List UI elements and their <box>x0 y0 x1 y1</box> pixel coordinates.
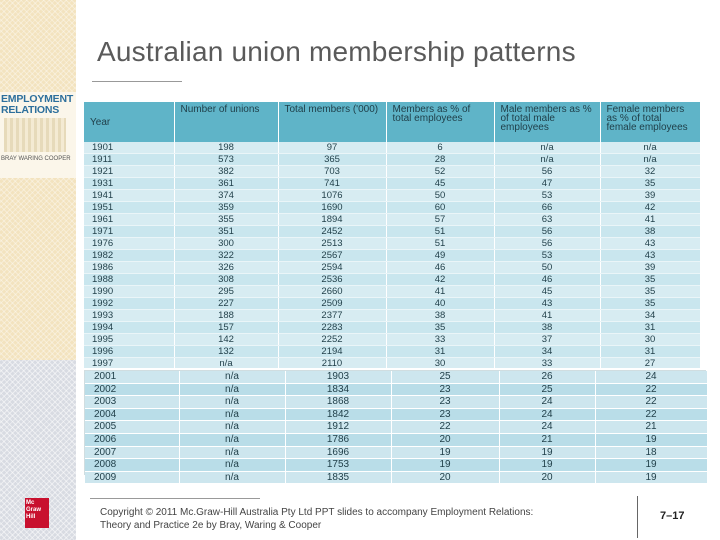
table-cell: 1990 <box>84 286 174 298</box>
table-row <box>85 421 707 434</box>
table-cell: 6 <box>386 142 494 154</box>
table-cell: 2110 <box>278 358 386 369</box>
table-cell: 2594 <box>278 262 386 274</box>
table-cell: 2001 <box>85 371 179 383</box>
table-cell: 42 <box>600 202 700 214</box>
table-cell: 2005 <box>85 421 179 434</box>
table-cell: 1868 <box>285 396 391 409</box>
table-cell: n/a <box>179 446 285 459</box>
table-row <box>84 166 700 178</box>
table-cell: n/a <box>179 433 285 446</box>
membership-table-continued <box>84 370 706 483</box>
table-cell: 38 <box>600 226 700 238</box>
table-cell: 703 <box>278 166 386 178</box>
table-cell: n/a <box>600 142 700 154</box>
header-male-members-percent: Male members as % of total male employees <box>494 102 600 142</box>
table-cell: 19 <box>391 446 499 459</box>
table-row <box>84 322 700 334</box>
table-cell: 35 <box>600 178 700 190</box>
table-cell: 1753 <box>285 459 391 472</box>
table-cell: 1988 <box>84 274 174 286</box>
table-row <box>84 298 700 310</box>
table-cell: 326 <box>174 262 278 274</box>
table-row <box>84 334 700 346</box>
table-cell: n/a <box>494 154 600 166</box>
table-row <box>85 459 707 472</box>
table-cell: 1834 <box>285 383 391 396</box>
table-cell: 40 <box>386 298 494 310</box>
table-cell: 66 <box>494 202 600 214</box>
table-row <box>85 408 707 421</box>
table-cell: n/a <box>174 358 278 369</box>
table-cell: 45 <box>386 178 494 190</box>
table-cell: 1992 <box>84 298 174 310</box>
copyright-footer <box>100 506 600 532</box>
table-cell: 19 <box>595 471 707 484</box>
table-cell: 2003 <box>85 396 179 409</box>
table-cell: 22 <box>595 396 707 409</box>
table-cell: 23 <box>391 408 499 421</box>
table-row <box>84 226 700 238</box>
table-cell: 300 <box>174 238 278 250</box>
table-row <box>84 154 700 166</box>
table-cell: 30 <box>386 358 494 369</box>
table-cell: 50 <box>386 190 494 202</box>
table-cell: 57 <box>386 214 494 226</box>
table-cell: 52 <box>386 166 494 178</box>
header-members-percent: Members as % of total employees <box>386 102 494 142</box>
table-cell: 2660 <box>278 286 386 298</box>
table-row <box>84 310 700 322</box>
table-cell: 322 <box>174 250 278 262</box>
header-year: Year <box>84 102 174 142</box>
table-cell: 1912 <box>285 421 391 434</box>
table-cell: 24 <box>499 421 595 434</box>
table-cell: n/a <box>494 142 600 154</box>
table-cell: 741 <box>278 178 386 190</box>
membership-table <box>84 102 700 368</box>
table-cell: 34 <box>600 310 700 322</box>
table-cell: 351 <box>174 226 278 238</box>
table-cell: 2004 <box>85 408 179 421</box>
table-cell: 38 <box>386 310 494 322</box>
table-row <box>84 250 700 262</box>
table-cell: 2283 <box>278 322 386 334</box>
table-cell: 355 <box>174 214 278 226</box>
table-cell: 33 <box>494 358 600 369</box>
table-cell: 24 <box>595 371 707 383</box>
table-cell: 365 <box>278 154 386 166</box>
table-cell: 1986 <box>84 262 174 274</box>
table-cell: 1931 <box>84 178 174 190</box>
table-cell: 46 <box>386 262 494 274</box>
table-cell: 43 <box>600 250 700 262</box>
table-cell: 382 <box>174 166 278 178</box>
table-cell: 60 <box>386 202 494 214</box>
table-cell: 32 <box>600 166 700 178</box>
table-cell: 46 <box>494 274 600 286</box>
table-cell: 198 <box>174 142 278 154</box>
logo-line2: Graw <box>26 507 42 513</box>
table-cell: 1903 <box>285 371 391 383</box>
table-cell: 1995 <box>84 334 174 346</box>
table-cell: 1997 <box>84 358 174 369</box>
table-cell: n/a <box>179 408 285 421</box>
book-authors: BRAY WARING COOPER <box>1 156 71 162</box>
table-cell: 1996 <box>84 346 174 358</box>
page-number: 7–17 <box>660 510 685 522</box>
footer-rule <box>90 498 260 499</box>
table-cell: 573 <box>174 154 278 166</box>
table-cell: 41 <box>494 310 600 322</box>
table-cell: 361 <box>174 178 278 190</box>
table-cell: 19 <box>499 446 595 459</box>
table-cell: 25 <box>391 371 499 383</box>
table-cell: 43 <box>600 238 700 250</box>
table-cell: n/a <box>179 421 285 434</box>
table-cell: 227 <box>174 298 278 310</box>
table-cell: 23 <box>391 396 499 409</box>
table-cell: 49 <box>386 250 494 262</box>
mcgraw-hill-logo <box>25 498 49 528</box>
table-cell: 38 <box>494 322 600 334</box>
table-cell: 31 <box>600 346 700 358</box>
table-cell: 27 <box>600 358 700 369</box>
membership-table-image <box>84 102 700 368</box>
table-cell: 2567 <box>278 250 386 262</box>
table-cell: 28 <box>386 154 494 166</box>
book-title-line1: EMPLOYMENT <box>1 93 74 105</box>
copyright-line1: Copyright © 2011 Mc.Graw-Hill Australia Pty Ltd PPT slides to accompany Employment Relations: <box>100 507 534 518</box>
table-row <box>84 142 700 154</box>
copyright-line2: Theory and Practice 2e by Bray, Waring & Cooper <box>100 520 322 531</box>
table-cell: 51 <box>386 238 494 250</box>
table-row <box>84 190 700 202</box>
table-cell: 1076 <box>278 190 386 202</box>
table-row <box>84 274 700 286</box>
table-cell: 35 <box>600 298 700 310</box>
table-cell: 37 <box>494 334 600 346</box>
table-header-row <box>84 102 700 142</box>
table-cell: 47 <box>494 178 600 190</box>
table-cell: 2509 <box>278 298 386 310</box>
table-cell: 20 <box>391 471 499 484</box>
table-cell: 21 <box>499 433 595 446</box>
table-cell: 18 <box>595 446 707 459</box>
table-cell: n/a <box>179 383 285 396</box>
header-total-members: Total members ('000) <box>278 102 386 142</box>
table-cell: 1951 <box>84 202 174 214</box>
header-number-of-unions: Number of unions <box>174 102 278 142</box>
table-cell: 63 <box>494 214 600 226</box>
table-cell: 35 <box>600 274 700 286</box>
table-cell: 359 <box>174 202 278 214</box>
table-row <box>85 446 707 459</box>
table-cell: 2009 <box>85 471 179 484</box>
table-cell: 374 <box>174 190 278 202</box>
table-cell: 1894 <box>278 214 386 226</box>
table-cell: 1842 <box>285 408 391 421</box>
table-cell: 22 <box>391 421 499 434</box>
table-cell: 41 <box>386 286 494 298</box>
table-cell: 41 <box>600 214 700 226</box>
table-cell: 34 <box>494 346 600 358</box>
table-cell: 2252 <box>278 334 386 346</box>
table-cell: 1994 <box>84 322 174 334</box>
table-cell: 35 <box>386 322 494 334</box>
logo-line3: Hill <box>26 514 36 520</box>
table-cell: 23 <box>391 383 499 396</box>
table-cell: 2007 <box>85 446 179 459</box>
table-row <box>84 358 700 369</box>
table-cell: 50 <box>494 262 600 274</box>
table-cell: 39 <box>600 190 700 202</box>
table-cell: 20 <box>499 471 595 484</box>
table-cell: 188 <box>174 310 278 322</box>
table-cell: 39 <box>600 262 700 274</box>
table-row <box>85 433 707 446</box>
table-cell: n/a <box>179 371 285 383</box>
table-cell: 53 <box>494 250 600 262</box>
table-cell: 1690 <box>278 202 386 214</box>
table-cell: 19 <box>499 459 595 472</box>
table-row <box>84 238 700 250</box>
table-cell: n/a <box>179 396 285 409</box>
table-cell: 30 <box>600 334 700 346</box>
table-row <box>84 214 700 226</box>
header-female-members-percent: Female members as % of total female employees <box>600 102 700 142</box>
table-cell: 2008 <box>85 459 179 472</box>
table-cell: 97 <box>278 142 386 154</box>
table-row <box>85 383 707 396</box>
table-cell: 132 <box>174 346 278 358</box>
table-cell: 51 <box>386 226 494 238</box>
table-cell: 24 <box>499 408 595 421</box>
book-cover-art <box>4 118 66 152</box>
table-cell: 2002 <box>85 383 179 396</box>
table-cell: 308 <box>174 274 278 286</box>
table-cell: 1993 <box>84 310 174 322</box>
table-row <box>85 471 707 484</box>
table-row <box>84 286 700 298</box>
table-cell: 157 <box>174 322 278 334</box>
table-cell: 19 <box>595 433 707 446</box>
table-row <box>84 202 700 214</box>
table-cell: 2513 <box>278 238 386 250</box>
table-row <box>84 178 700 190</box>
table-cell: 1941 <box>84 190 174 202</box>
table-cell: 19 <box>595 459 707 472</box>
table-cell: 2377 <box>278 310 386 322</box>
table-cell: 42 <box>386 274 494 286</box>
table-cell: 43 <box>494 298 600 310</box>
table-cell: 1961 <box>84 214 174 226</box>
table-row <box>85 371 707 383</box>
table-cell: 1786 <box>285 433 391 446</box>
table-cell: n/a <box>179 471 285 484</box>
table-cell: 56 <box>494 238 600 250</box>
table-cell: 2536 <box>278 274 386 286</box>
table-cell: 21 <box>595 421 707 434</box>
table-cell: 31 <box>386 346 494 358</box>
table-cell: 24 <box>499 396 595 409</box>
logo-line1: Mc <box>26 500 35 506</box>
table-cell: 295 <box>174 286 278 298</box>
table-cell: 2006 <box>85 433 179 446</box>
table-cell: 33 <box>386 334 494 346</box>
table-cell: 53 <box>494 190 600 202</box>
table-cell: 1971 <box>84 226 174 238</box>
title-underline <box>92 81 182 82</box>
book-cover-image <box>0 92 76 178</box>
table-cell: 1982 <box>84 250 174 262</box>
table-cell: 142 <box>174 334 278 346</box>
table-row <box>84 346 700 358</box>
table-cell: 31 <box>600 322 700 334</box>
table-cell: 2194 <box>278 346 386 358</box>
table-cell: 26 <box>499 371 595 383</box>
membership-table-2 <box>85 371 708 484</box>
table-cell: 22 <box>595 383 707 396</box>
table-cell: 1696 <box>285 446 391 459</box>
table-row <box>84 262 700 274</box>
table-cell: 22 <box>595 408 707 421</box>
table-cell: n/a <box>179 459 285 472</box>
table-row <box>85 396 707 409</box>
table-cell: 35 <box>600 286 700 298</box>
book-title-line2: RELATIONS <box>1 104 60 116</box>
table-cell: 20 <box>391 433 499 446</box>
table-cell: 1976 <box>84 238 174 250</box>
table-cell: 1921 <box>84 166 174 178</box>
table-cell: 56 <box>494 166 600 178</box>
slide-title: Australian union membership patterns <box>97 36 576 67</box>
table-cell: 2452 <box>278 226 386 238</box>
table-cell: 1835 <box>285 471 391 484</box>
table-cell: n/a <box>600 154 700 166</box>
table-cell: 1911 <box>84 154 174 166</box>
table-cell: 1901 <box>84 142 174 154</box>
footer-divider <box>637 496 638 538</box>
table-cell: 25 <box>499 383 595 396</box>
table-cell: 56 <box>494 226 600 238</box>
table-cell: 45 <box>494 286 600 298</box>
table-cell: 19 <box>391 459 499 472</box>
